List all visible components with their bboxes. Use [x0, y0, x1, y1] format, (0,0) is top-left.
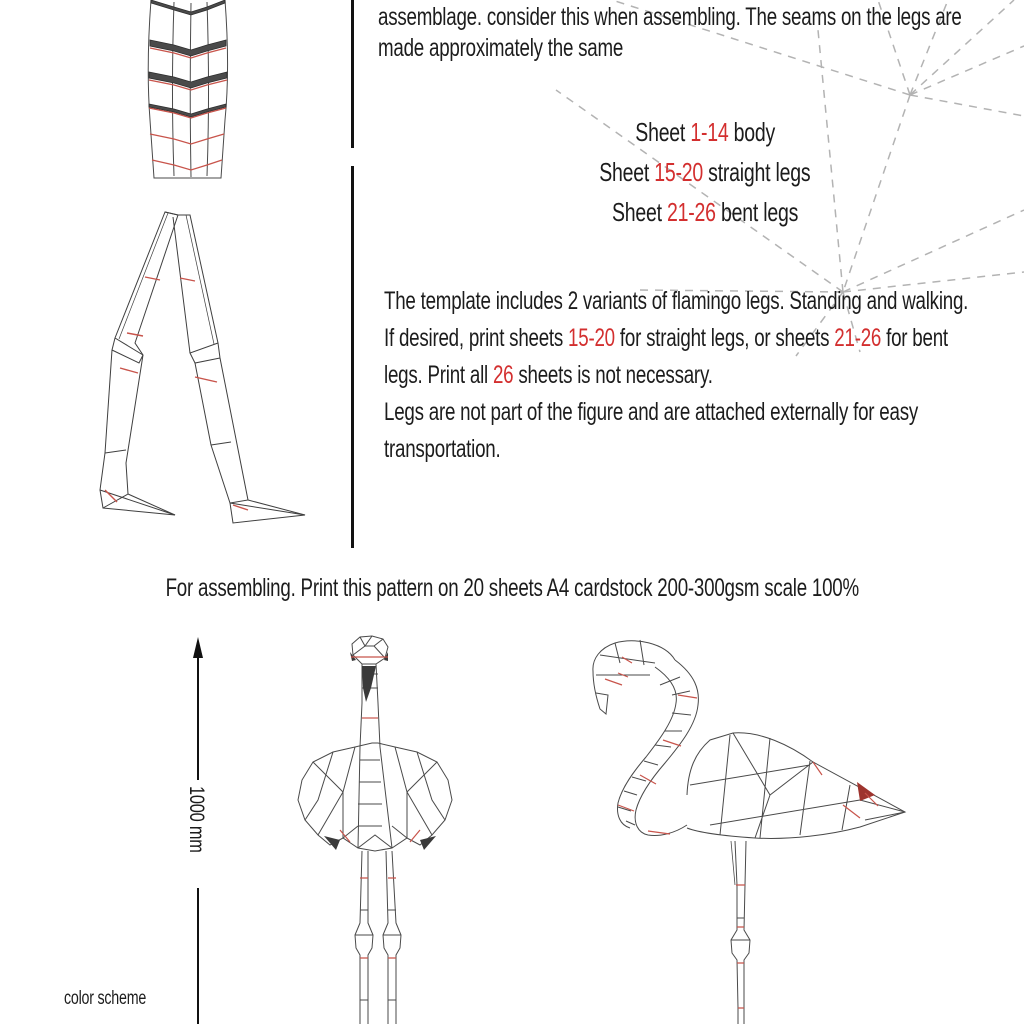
sheet-list: [555, 112, 855, 232]
section-divider-top: [351, 0, 354, 148]
dark-tail-facets: [857, 782, 875, 801]
intro-line-1: assemblage. consider this when assembling. The seams on the legs are: [378, 3, 962, 31]
color-scheme-label: color scheme: [64, 988, 147, 1009]
para-line-1: The template includes 2 variants of flamingo legs. Standing and walking.: [384, 287, 969, 315]
arrowhead-icon: [193, 637, 203, 658]
sheet-range-straight: 15-20: [654, 157, 704, 187]
leg-segment-illustration: [141, 0, 236, 182]
seam-lines: [340, 657, 420, 958]
sheet-range-bent: 21-26: [666, 197, 716, 227]
walking-legs-illustration: [83, 203, 323, 538]
sheet-range-body: 1-14: [690, 117, 729, 147]
para-line-5: transportation.: [384, 435, 501, 463]
para-line-4: Legs are not part of the figure and are attached externally for easy: [384, 398, 918, 426]
para-line-2: If desired, print sheets 15-20 for straight legs, or sheets 21-26 for bent: [384, 324, 948, 352]
sheet-list-item-straight-legs: Sheet 15-20 straight legs: [599, 157, 811, 187]
flamingo-side-view-illustration: [560, 635, 910, 1024]
print-instruction-heading: For assembling. Print this pattern on 20 sheets A4 cardstock 200-300gsm scale 100%: [165, 574, 859, 602]
intro-line-2: made approximately the same: [378, 34, 624, 62]
sheet-list-item-body: Sheet 1-14 body: [635, 117, 775, 147]
dark-fold-bands: [149, 0, 227, 117]
sheet-list-item-bent-legs: Sheet 21-26 bent legs: [611, 197, 799, 227]
intro-paragraph: [378, 2, 1024, 64]
legs-variant-paragraph: [384, 283, 1024, 468]
dimension-label: 1000 mm: [185, 786, 208, 853]
section-divider-middle: [351, 166, 354, 548]
para-line-3: legs. Print all 26 sheets is not necessary.: [384, 361, 713, 389]
flamingo-front-view-illustration: [288, 630, 473, 1024]
